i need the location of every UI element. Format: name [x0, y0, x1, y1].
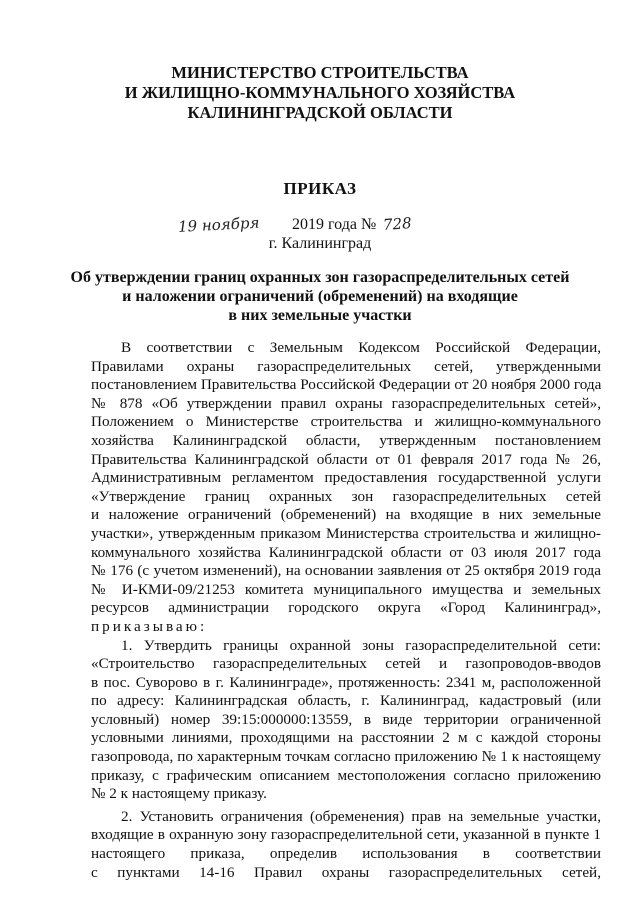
ministry-name-line-2: И ЖИЛИЩНО-КОММУНАЛЬНОГО ХОЗЯЙСТВА [124, 83, 516, 102]
text-line: № 2 к настоящему приказу. [91, 785, 267, 803]
text-line: участки», утвержденным приказом Министерства строительства и жилищно- [91, 524, 601, 542]
text-line: Административным регламентом предоставления государственной услуги [91, 469, 601, 487]
date-number-line [178, 215, 478, 234]
text-line: Правилами охраны газораспределительных сетей, утвержденными [91, 357, 601, 375]
handwritten-order-number: 728 [382, 214, 413, 234]
text-line: № 878 «Об утверждении правил охраны газораспределительных сетей», [91, 394, 601, 412]
text-line: постановлением Правительства Российской Федерации от 20 ноября 2000 года [91, 376, 601, 394]
document-type: ПРИКАЗ [283, 179, 357, 198]
text-line: настоящего приказа, определив использования в соответствии [91, 845, 601, 863]
text-line: и наложение ограничений (обременений) на входящие в них земельные [91, 506, 601, 524]
text-line: В соответствии с Земельным Кодексом Российской Федерации, [121, 339, 601, 356]
preamble-paragraph [91, 339, 601, 637]
order-body [91, 339, 601, 882]
order-title-line-2: и наложении ограничений (обременений) на входящие [122, 288, 518, 305]
text-line: Положением о Министерстве строительства и жилищно-коммунального [91, 413, 601, 431]
text-line: приказу, с графическим описанием местоположения согласно приложению [91, 766, 601, 784]
text-line: «Строительство газораспределительных сетей и газопроводов-вводов [91, 655, 601, 673]
item-1-paragraph [91, 637, 601, 804]
year-and-number-label: 2019 года № [292, 216, 377, 233]
text-line: условный) номер 39:15:000000:13559, в виде территории ограниченной [91, 710, 601, 728]
text-line: 1. Утвердить границы охранной зоны газораспределительной сети: [121, 636, 601, 654]
text-line: входящие в охранную зону газораспределительной сети, указанной в пункте 1 [91, 826, 601, 844]
handwritten-date: 19 ноября [177, 213, 260, 236]
text-line: 2. Установить ограничения (обременения) прав на земельные участки, [121, 807, 601, 825]
text-line: по адресу: Калининградская область, г. Калининград, кадастровый (или [91, 692, 601, 710]
text-line: коммунального хозяйства Калининградской области от 03 июля 2017 года [91, 543, 601, 561]
text-line: с пунктами 14-16 Правил охраны газораспределительных сетей, [91, 863, 601, 881]
text-line: газопровода, по характерным точкам согласно приложению № 1 к настоящему [91, 748, 601, 766]
order-title-line-3: в них земельные участки [228, 307, 412, 324]
order-title-line-1: Об утверждении границ охранных зон газораспределительных сетей [70, 269, 570, 286]
text-line: Правительства Калининградской области от 01 февраля 2017 года № 26, [91, 450, 601, 468]
text-line: условными линиями, проходящими на расстоянии 2 м с каждой стороны [91, 729, 601, 747]
text-line: № 176 (с учетом изменений), на основании заявления от 25 октября 2019 года [91, 562, 601, 580]
item-2-paragraph [91, 808, 601, 882]
city: г. Калининград [268, 235, 372, 252]
order-word: приказываю: [91, 617, 208, 635]
ministry-name-line-1: МИНИСТЕРСТВО СТРОИТЕЛЬСТВА [171, 63, 469, 82]
text-line: в пос. Суворово в г. Калининграде», протяженность: 2341 м, расположенной [91, 673, 601, 691]
text-line: «Утверждение границ охранных зон газораспределительных сетей [91, 487, 601, 505]
text-line: хозяйства Калининградской области, утвержденным постановлением [91, 431, 601, 449]
ministry-name-line-3: КАЛИНИНГРАДСКОЙ ОБЛАСТИ [187, 103, 453, 122]
text-line: ресурсов администрации городского округа «Город Калининград», [91, 599, 601, 617]
text-line: № И-КМИ-09/21253 комитета муниципального имущества и земельных [91, 580, 601, 598]
